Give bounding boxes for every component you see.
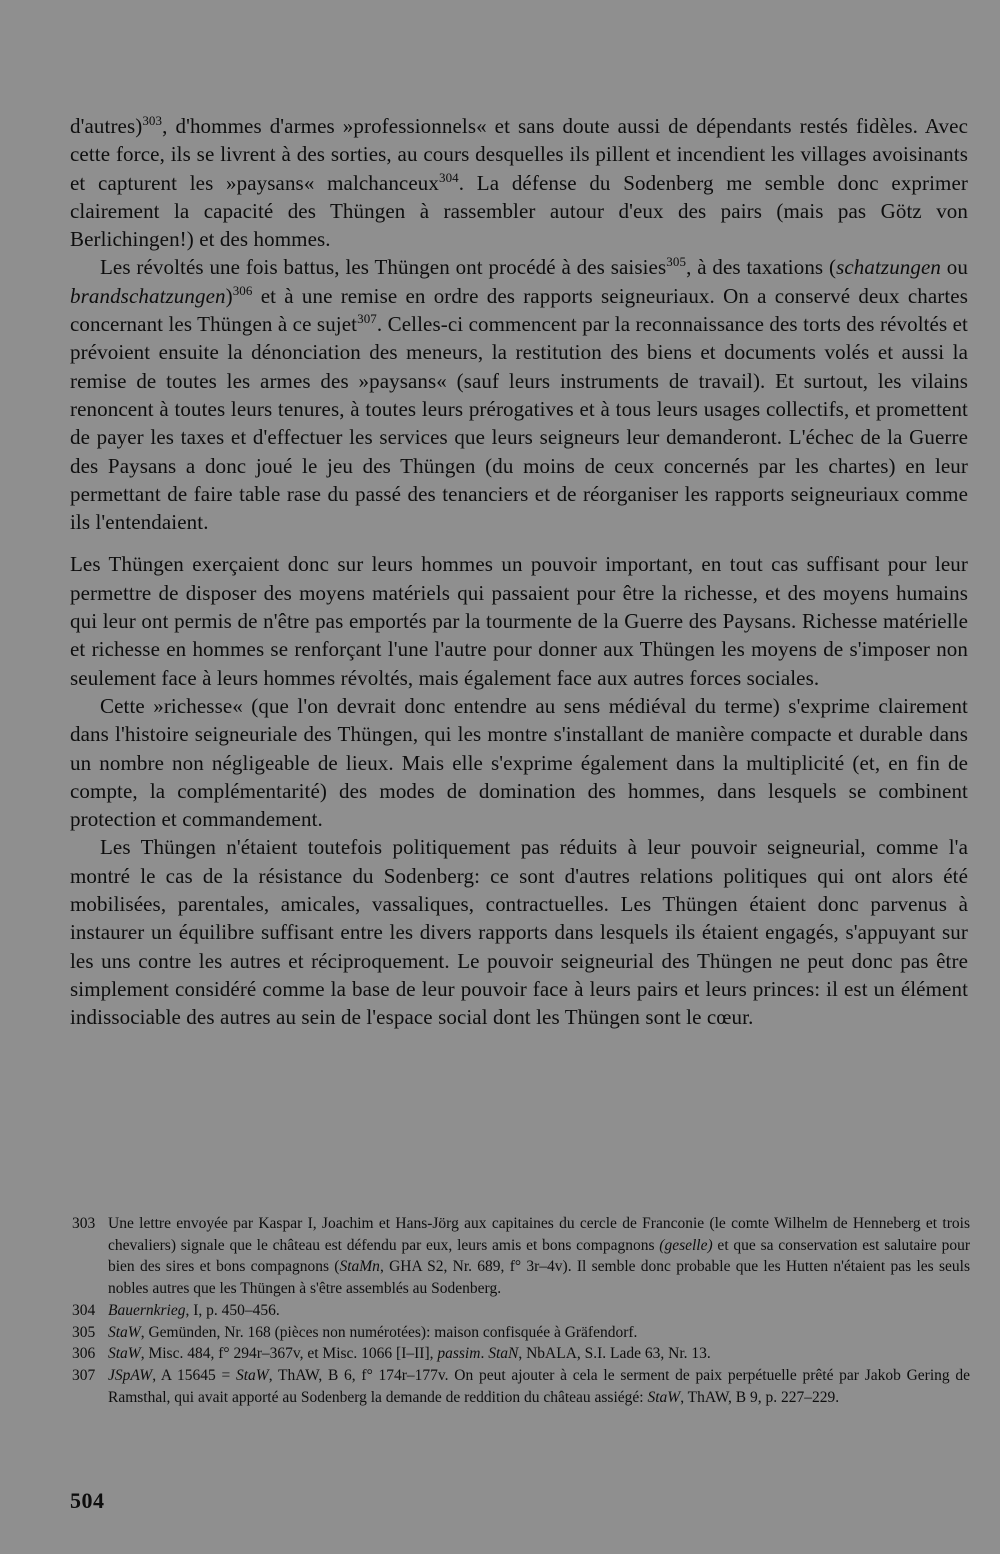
italic-text: StaN [488, 1345, 519, 1363]
page-number: 504 [70, 1488, 105, 1513]
text-run: Cette »richesse« (que l'on devrait donc entendre au sens médiéval du terme) s'exprime clairement dans l'histoire seigneuriale des Thüngen, qui les montre s'installant de manière compacte et durable dans un nombre non négligeable de lieux. Mais elle s'exprime également dans la multiplicité (et, en fin de compte, la complémentarité) des modes de domination des hommes, dans lesquels se combinent protection et commandement. [70, 693, 968, 832]
text-run: . Celles-ci commencent par la reconnaissance des torts des révoltés et prévoient ensuite la dénonciation des meneurs, la restitution des biens et documents volés et aussi la remise de toutes les armes des »paysans« (sauf leurs instruments de travail). Et surtout, les vilains renoncent à toutes leurs tenures, à toutes leurs prérogatives et à tous leurs usages collectifs, et promettent de payer les taxes et d'effectuer les services que leurs seigneurs leur demanderont. L'échec de la Guerre des Paysans a donc joué le jeu des Thüngen (du moins de ceux concernés par les chartes) en leur permettant de faire table rase du passé des tenanciers et de réorganiser les rapports seigneuriaux comme ils l'entendaient. [70, 312, 968, 535]
text-run: . [480, 1345, 489, 1363]
footnote-reference: 303 [142, 113, 163, 128]
text-run: , ThAW, B 9, p. 227–229. [680, 1388, 840, 1406]
footnote-number: 304 [72, 1301, 96, 1319]
italic-text: Bauernkrieg [108, 1301, 186, 1319]
text-run: Les révoltés une fois battus, les Thüngen ont procédé à des saisies [100, 255, 667, 280]
text-run: , Gemünden, Nr. 168 (pièces non numérotées): maison confisquée à Gräfendorf. [140, 1323, 638, 1341]
italic-text: schatzungen [836, 255, 942, 280]
text-run: , d'hommes d'armes »professionnels« et sans doute aussi de dépendants restés fidèles. Avec cette force, ils se livrent à des sorties, au cours desquelles ils pillent et incendient les villages avoisinants et capturent les »paysans« malchanceux [70, 114, 968, 195]
text-run: ) [225, 283, 233, 308]
footnote-number: 306 [72, 1345, 96, 1363]
text-run: , A 15645 = [152, 1366, 236, 1384]
footnote [72, 1365, 970, 1408]
text-run: et que sa conservation est salutaire pour bien des sires et bons compagnons ( [108, 1236, 970, 1276]
paragraph [70, 692, 968, 833]
italic-text: passim [437, 1345, 481, 1363]
text-run: , I, p. 450–456. [185, 1301, 280, 1319]
text-run: , à des taxations ( [686, 255, 837, 280]
main-text [70, 112, 968, 1032]
italic-text: brandschatzungen [70, 283, 226, 308]
footnote-number: 305 [72, 1323, 96, 1341]
footnote [72, 1213, 970, 1300]
footnote-number: 303 [72, 1215, 96, 1232]
paragraph [70, 112, 968, 253]
footnote-reference: 307 [357, 311, 377, 327]
text-run: d'autres) [70, 114, 143, 138]
text-run: . La défense du Sodenberg me semble donc exprimer clairement la capacité des Thüngen à rassembler autour d'eux des pairs (mais pas Götz von Berlichingen!) et des hommes. [70, 170, 968, 252]
footnote [72, 1322, 970, 1344]
footnote-reference: 305 [666, 254, 687, 270]
italic-text: StaW [108, 1323, 141, 1341]
paragraph [70, 253, 968, 536]
italic-text: StaW [647, 1388, 681, 1406]
italic-text: StaMn [339, 1258, 380, 1276]
text-run: Les Thüngen exerçaient donc sur leurs hommes un pouvoir important, en tout cas suffisant pour leur permettre de disposer des moyens matériels qui passaient pour être la richesse, et des moyens humains qui leur ont permis de n'être pas emportés par la tourmente de la Guerre des Paysans. Richesse matérielle et richesse en hommes se renforçant l'une l'autre pour donner aux Thüngen les moyens de s'imposer non seulement face à leurs hommes révoltés, mais également face aux autres forces sociales. [70, 552, 968, 690]
footnote [72, 1300, 970, 1322]
footnote-reference: 304 [438, 169, 459, 185]
footnote-reference: 306 [232, 282, 253, 298]
italic-text: StaW [235, 1366, 269, 1384]
paragraph [70, 833, 968, 1031]
italic-text: JSpAW [108, 1366, 153, 1384]
text-run: Une lettre envoyée par Kaspar I, Joachim et Hans-Jörg aux capitaines du cercle de Franconie (le comte Wilhelm de Henneberg et trois chevaliers) signale que le château est défendu par eux, leurs amis et bons compagnons [108, 1215, 970, 1254]
italic-text: StaW [108, 1345, 141, 1363]
text-run: et à une remise en ordre des rapports seigneuriaux. On a conservé deux chartes concernant les Thüngen à ce sujet [70, 283, 968, 337]
text-run: ou [941, 255, 968, 280]
footnote-number: 307 [72, 1366, 96, 1384]
paragraph [70, 550, 968, 691]
text-run: , ThAW, B 6, f° 174r–177v. On peut ajouter à cela le serment de paix perpétuelle prêté par Jakob Gering de Ramsthal, qui avait apporté au Sodenberg la demande de reddition du château assiégé: [108, 1366, 970, 1406]
text-run: , GHA S2, Nr. 689, f° 3r–4v). Il semble donc probable que les Hutten n'étaient pas les seuls nobles autres que les Thüngen à s'être assemblés au Sodenberg. [108, 1258, 970, 1298]
italic-text: (geselle) [659, 1236, 713, 1254]
text-run: Les Thüngen n'étaient toutefois politiquement pas réduits à leur pouvoir seigneurial, comme l'a montré le cas de la résistance du Sodenberg: ce sont d'autres relations politiques qui ont alors été mobilisées, parentales, amicales, vassaliques, contractuelles. Les Thüngen étaient donc parvenus à instaurer un équilibre suffisant entre les divers rapports dans lesquels ils étaient engagés, s'appuyant sur les uns contre les autres et réciproquement. Le pouvoir seigneurial des Thüngen ne peut donc pas être simplement considéré comme la base de leur pouvoir face à leurs pairs et leurs princes: il est un élément indissociable des autres au sein de l'espace social dont les Thüngen sont le cœur. [70, 835, 968, 1030]
footnote [72, 1343, 970, 1365]
text-run: , NbALA, S.I. Lade 63, Nr. 13. [518, 1345, 711, 1363]
text-run: , Misc. 484, f° 294r–367v, et Misc. 1066 [I–II], [140, 1345, 438, 1363]
footnotes [72, 1213, 970, 1408]
